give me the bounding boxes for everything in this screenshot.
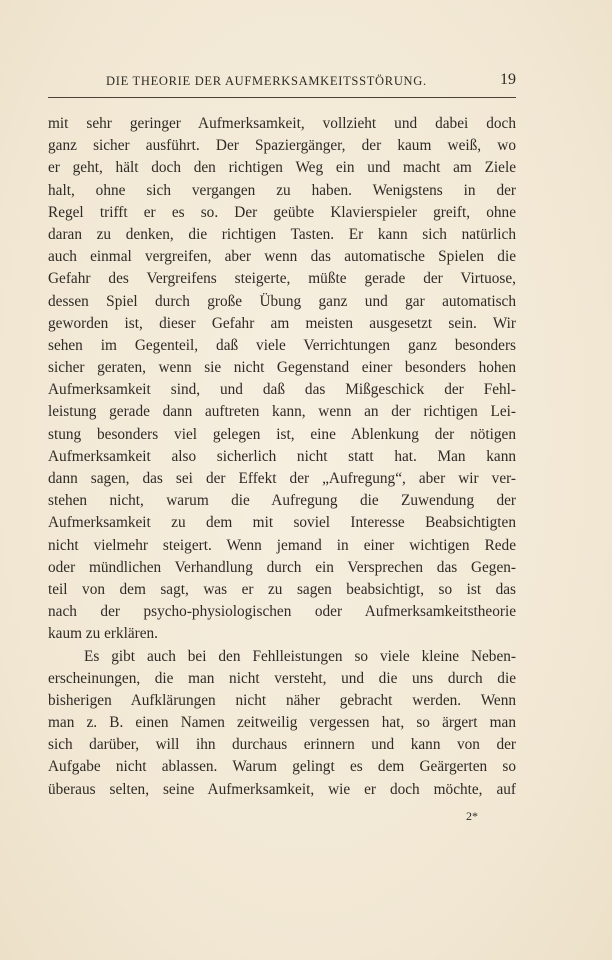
text-line: sicher geraten, wenn sie nicht Gegenstand einer besonders hohen (48, 359, 516, 377)
text-line: teil von dem sagt, was er zu sagen beabsichtigt, so ist das (48, 580, 516, 598)
paragraph-start-line: Es gibt auch bei den Fehlleistungen so viele kleine Neben- (84, 647, 516, 665)
text-line: er geht, hält doch den richtigen Weg ein und macht am Ziele (48, 159, 516, 177)
text-line: daran zu denken, die richtigen Tasten. Er kann sich natürlich (48, 225, 516, 243)
running-title: DIE THEORIE DER AUFMERKSAMKEITSSTÖRUNG. (106, 74, 427, 88)
signature-mark: 2* (466, 809, 478, 823)
text-line: Aufmerksamkeit zu dem mit soviel Interesse Beabsichtigten (48, 514, 516, 532)
text-line: dann sagen, das sei der Effekt der „Aufregung“, aber wir ver- (48, 470, 516, 487)
text-line: halt, ohne sich vergangen zu haben. Wenigstens in der (48, 181, 516, 199)
text-line: bisherigen Aufklärungen nicht näher gebracht werden. Wenn (48, 691, 516, 709)
text-line: stung besonders viel gelegen ist, eine Ablenkung der nötigen (48, 425, 516, 443)
text-line: nicht vielmehr steigert. Wenn jemand in einer wichtigen Rede (48, 536, 516, 554)
text-line: erscheinungen, die man nicht versteht, und die uns durch die (48, 669, 516, 687)
text-line: man z. B. einen Namen zeitweilig vergessen hat, so ärgert man (48, 714, 516, 732)
text-line: Aufmerksamkeit sind, und daß das Mißgeschick der Fehl- (48, 381, 516, 399)
paragraph-end-line: kaum zu erklären. (48, 625, 158, 643)
text-line: Aufmerksamkeit also sicherlich nicht statt hat. Man kann (48, 447, 516, 465)
text-line: überaus selten, seine Aufmerksamkeit, wie er doch möchte, auf (48, 780, 516, 798)
header-rule (48, 97, 516, 98)
text-line: Regel trifft er es so. Der geübte Klavierspieler greift, ohne (48, 203, 516, 221)
text-line: geworden ist, dieser Gefahr am meisten ausgesetzt sein. Wir (48, 314, 516, 332)
text-line: dessen Spiel durch große Übung ganz und gar automatisch (48, 292, 516, 310)
text-line: nach der psycho-physiologischen oder Aufmerksamkeitstheorie (48, 603, 516, 621)
text-line: leistung gerade dann auftreten kann, wenn an der richtigen Lei- (48, 403, 516, 421)
text-line: auch einmal vergreifen, aber wenn das automatische Spielen die (48, 248, 516, 266)
text-line: oder mündlichen Verhandlung durch ein Versprechen das Gegen- (48, 558, 516, 576)
body-text (48, 113, 516, 801)
text-line: sich darüber, will ihn durchaus erinnern und kann von der (48, 736, 516, 754)
text-line: Gefahr des Vergreifens steigerte, müßte gerade der Virtuose, (48, 270, 516, 288)
running-header (48, 72, 516, 94)
text-line: sehen im Gegenteil, daß viele Verrichtungen ganz besonders (48, 336, 516, 354)
text-line: mit sehr geringer Aufmerksamkeit, vollzieht und dabei doch (48, 115, 516, 132)
text-line: ganz sicher ausführt. Der Spaziergänger, der kaum weiß, wo (48, 137, 516, 155)
text-line: Aufgabe nicht ablassen. Warum gelingt es dem Geärgerten so (48, 758, 516, 776)
page-number: 19 (500, 71, 516, 88)
text-line: stehen nicht, warum die Aufregung die Zuwendung der (48, 492, 516, 510)
